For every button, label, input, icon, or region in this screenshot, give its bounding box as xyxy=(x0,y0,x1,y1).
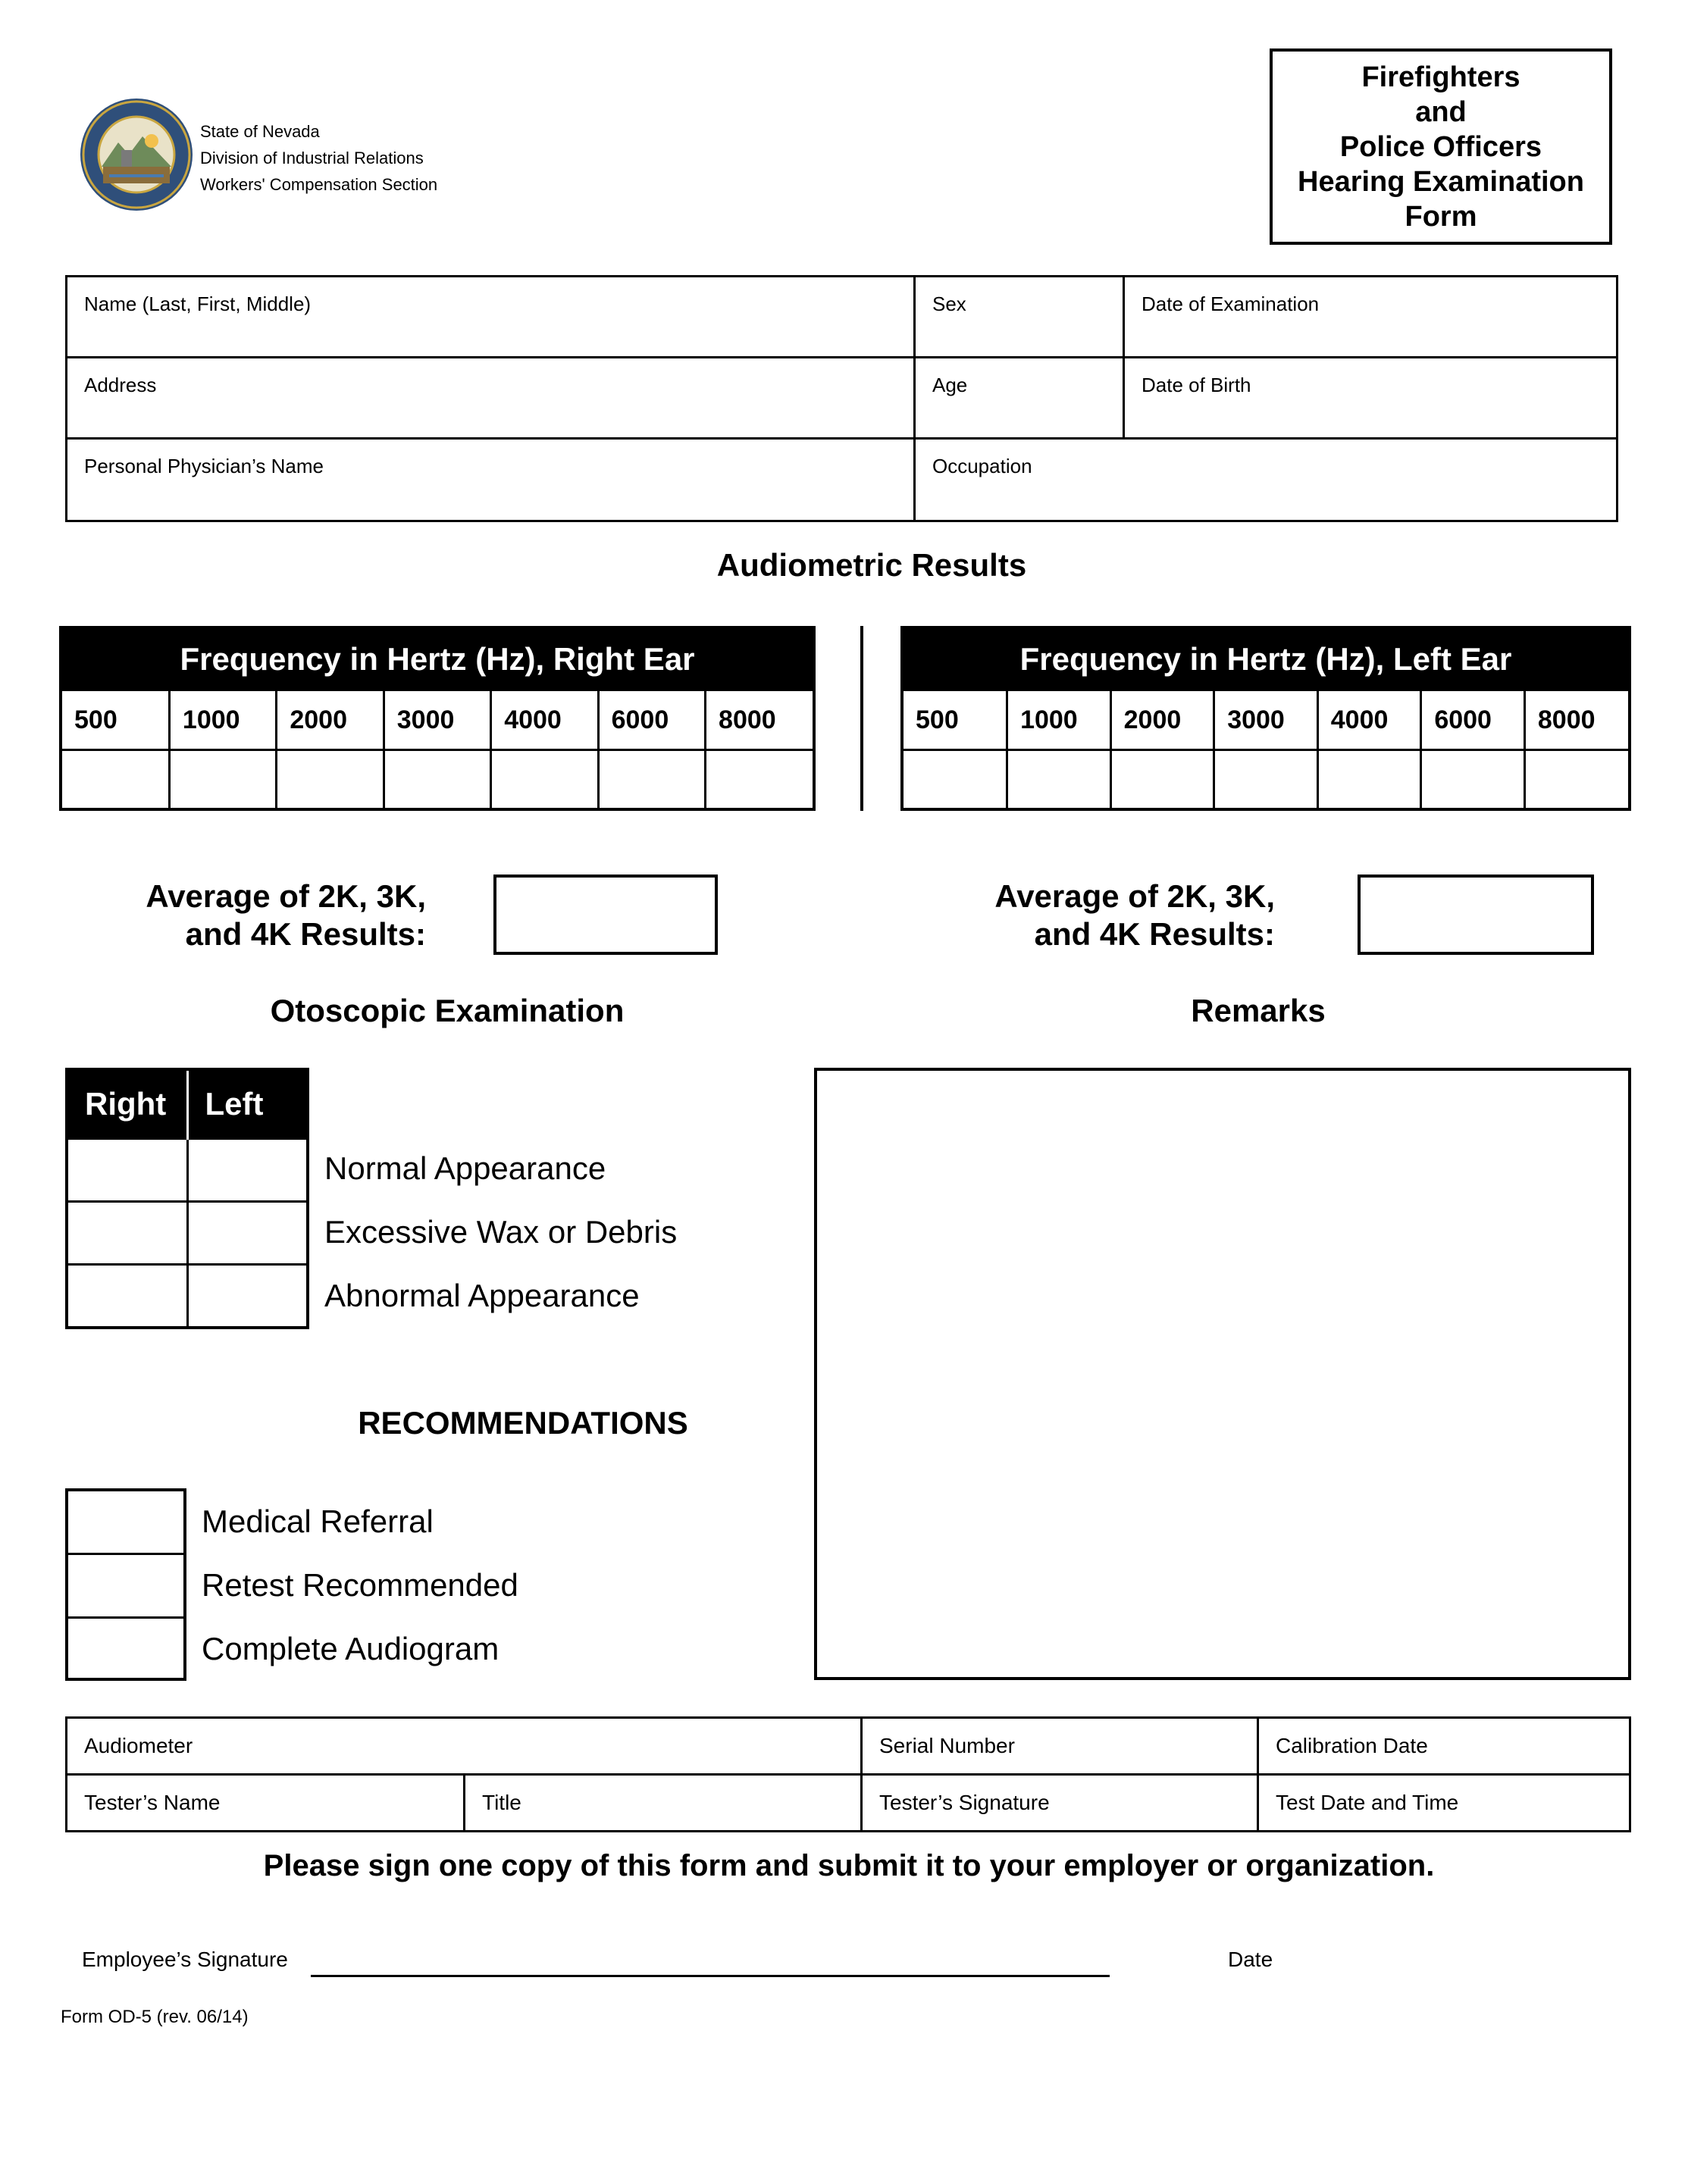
date-of-examination-field[interactable] xyxy=(1123,275,1618,358)
date-label: Date xyxy=(1228,1948,1273,1971)
otoscopic-option-label: Excessive Wax or Debris xyxy=(324,1214,678,1250)
tester-signature-field[interactable] xyxy=(860,1773,1259,1832)
right-ear-header: Frequency in Hertz (Hz), Right Ear xyxy=(62,629,813,691)
left-ear-value-cell[interactable] xyxy=(1214,750,1318,809)
agency-line: Workers' Compensation Section xyxy=(200,175,438,194)
right-ear-value-cell[interactable] xyxy=(384,750,490,809)
right-average-label xyxy=(76,878,426,953)
title-line: Hearing Examination xyxy=(1298,165,1584,198)
agency-line: State of Nevada xyxy=(200,122,320,141)
form-number: Form OD-5 (rev. 06/14) xyxy=(61,2007,249,2027)
serial-number-label: Serial Number xyxy=(879,1734,1015,1757)
freq-label: 8000 xyxy=(1524,691,1628,750)
date-of-birth-field[interactable] xyxy=(1123,356,1618,440)
age-field[interactable] xyxy=(913,356,1125,440)
right-column-header: Right xyxy=(68,1071,187,1139)
freq-label: 2000 xyxy=(277,691,384,750)
tester-name-label: Tester’s Name xyxy=(84,1791,221,1814)
date-of-birth-label: Date of Birth xyxy=(1142,374,1251,396)
freq-label: 4000 xyxy=(491,691,598,750)
employee-signature-line[interactable] xyxy=(311,1975,1110,1977)
left-average-input[interactable] xyxy=(1358,875,1594,955)
left-ear-value-cell[interactable] xyxy=(1524,750,1628,809)
right-ear-value-cell[interactable] xyxy=(491,750,598,809)
tester-title-label: Title xyxy=(482,1791,521,1814)
ear-divider xyxy=(860,626,863,811)
submission-instruction: Please sign one copy of this form and submit it to your employer or organization. xyxy=(263,1849,1435,1882)
right-ear-frequency-table xyxy=(59,626,816,811)
left-ear-value-cell[interactable] xyxy=(904,750,1007,809)
otoscopic-heading: Otoscopic Examination xyxy=(270,993,625,1028)
remarks-heading: Remarks xyxy=(1191,993,1326,1028)
title-line: Police Officers xyxy=(1339,130,1542,163)
freq-label: 1000 xyxy=(169,691,276,750)
freq-label: 500 xyxy=(904,691,1007,750)
left-average-label xyxy=(925,878,1275,953)
address-label: Address xyxy=(84,374,157,396)
otoscopic-right-checkbox[interactable] xyxy=(68,1202,187,1265)
address-field[interactable] xyxy=(65,356,916,440)
otoscopic-left-checkbox[interactable] xyxy=(187,1139,306,1202)
sex-field[interactable] xyxy=(913,275,1125,358)
otoscopic-right-checkbox[interactable] xyxy=(68,1139,187,1202)
otoscopic-left-checkbox[interactable] xyxy=(187,1265,306,1327)
right-ear-value-cell[interactable] xyxy=(598,750,705,809)
left-ear-value-cell[interactable] xyxy=(1317,750,1421,809)
remarks-textarea[interactable] xyxy=(814,1068,1631,1680)
date-of-examination-label: Date of Examination xyxy=(1142,293,1320,315)
freq-label: 3000 xyxy=(1214,691,1318,750)
left-ear-header: Frequency in Hertz (Hz), Left Ear xyxy=(904,629,1628,691)
audiometer-label: Audiometer xyxy=(84,1734,193,1757)
occupation-field[interactable] xyxy=(913,437,1618,522)
occupation-label: Occupation xyxy=(932,455,1032,477)
audiometer-field[interactable] xyxy=(65,1716,863,1776)
right-ear-value-cell[interactable] xyxy=(62,750,169,809)
employee-signature-label: Employee’s Signature xyxy=(82,1948,288,1971)
test-date-time-field[interactable] xyxy=(1257,1773,1631,1832)
agency-line: Division of Industrial Relations xyxy=(200,149,424,167)
otoscopic-table xyxy=(65,1068,309,1329)
left-ear-value-cell[interactable] xyxy=(1421,750,1525,809)
freq-label: 3000 xyxy=(384,691,490,750)
tester-signature-label: Tester’s Signature xyxy=(879,1791,1050,1814)
right-ear-value-cell[interactable] xyxy=(169,750,276,809)
tester-name-field[interactable] xyxy=(65,1773,465,1832)
otoscopic-left-checkbox[interactable] xyxy=(187,1202,306,1265)
freq-label: 1000 xyxy=(1007,691,1111,750)
age-label: Age xyxy=(932,374,968,396)
recommendation-option-label: Retest Recommended xyxy=(202,1567,518,1603)
audiometric-results-heading: Audiometric Results xyxy=(716,547,1027,583)
average-label-line: and 4K Results: xyxy=(185,916,426,952)
serial-number-field[interactable] xyxy=(860,1716,1259,1776)
otoscopic-option-label: Abnormal Appearance xyxy=(324,1278,640,1313)
freq-label: 500 xyxy=(62,691,169,750)
title-line: Firefighters xyxy=(1361,61,1520,93)
title-line: Form xyxy=(1405,200,1477,233)
freq-label: 6000 xyxy=(598,691,705,750)
title-line: and xyxy=(1415,95,1467,128)
recommendations-heading: RECOMMENDATIONS xyxy=(358,1405,688,1441)
recommendation-checkbox[interactable] xyxy=(68,1555,183,1619)
freq-label: 2000 xyxy=(1110,691,1214,750)
right-ear-value-cell[interactable] xyxy=(706,750,813,809)
recommendation-checkbox[interactable] xyxy=(68,1491,183,1555)
freq-label: 4000 xyxy=(1317,691,1421,750)
recommendation-option-label: Complete Audiogram xyxy=(202,1631,500,1666)
freq-label: 8000 xyxy=(706,691,813,750)
state-seal-logo xyxy=(79,97,194,212)
name-label: Name (Last, First, Middle) xyxy=(84,293,312,315)
freq-label: 6000 xyxy=(1421,691,1525,750)
test-date-time-label: Test Date and Time xyxy=(1276,1791,1459,1814)
physician-label: Personal Physician’s Name xyxy=(84,455,324,477)
left-column-header: Left xyxy=(187,1071,306,1139)
sex-label: Sex xyxy=(932,293,966,315)
tester-title-field[interactable] xyxy=(463,1773,863,1832)
right-ear-value-cell[interactable] xyxy=(277,750,384,809)
average-label-line: and 4K Results: xyxy=(1034,916,1275,952)
form-title-box xyxy=(1270,48,1612,245)
calibration-date-label: Calibration Date xyxy=(1276,1734,1428,1757)
calibration-date-field[interactable] xyxy=(1257,1716,1631,1776)
agency-name xyxy=(200,118,437,198)
otoscopic-option-label: Normal Appearance xyxy=(324,1150,606,1186)
left-ear-value-cell[interactable] xyxy=(1110,750,1214,809)
recommendation-checkbox[interactable] xyxy=(68,1619,183,1682)
average-label-line: Average of 2K, 3K, xyxy=(994,878,1275,914)
recommendations-checkboxes xyxy=(65,1488,186,1681)
left-ear-frequency-table xyxy=(900,626,1631,811)
recommendation-option-label: Medical Referral xyxy=(202,1503,434,1539)
average-label-line: Average of 2K, 3K, xyxy=(146,878,426,914)
left-ear-value-cell[interactable] xyxy=(1007,750,1111,809)
otoscopic-right-checkbox[interactable] xyxy=(68,1265,187,1327)
right-average-input[interactable] xyxy=(493,875,718,955)
form-title xyxy=(1298,60,1584,234)
physician-field[interactable] xyxy=(65,437,916,522)
name-field[interactable] xyxy=(65,275,916,358)
